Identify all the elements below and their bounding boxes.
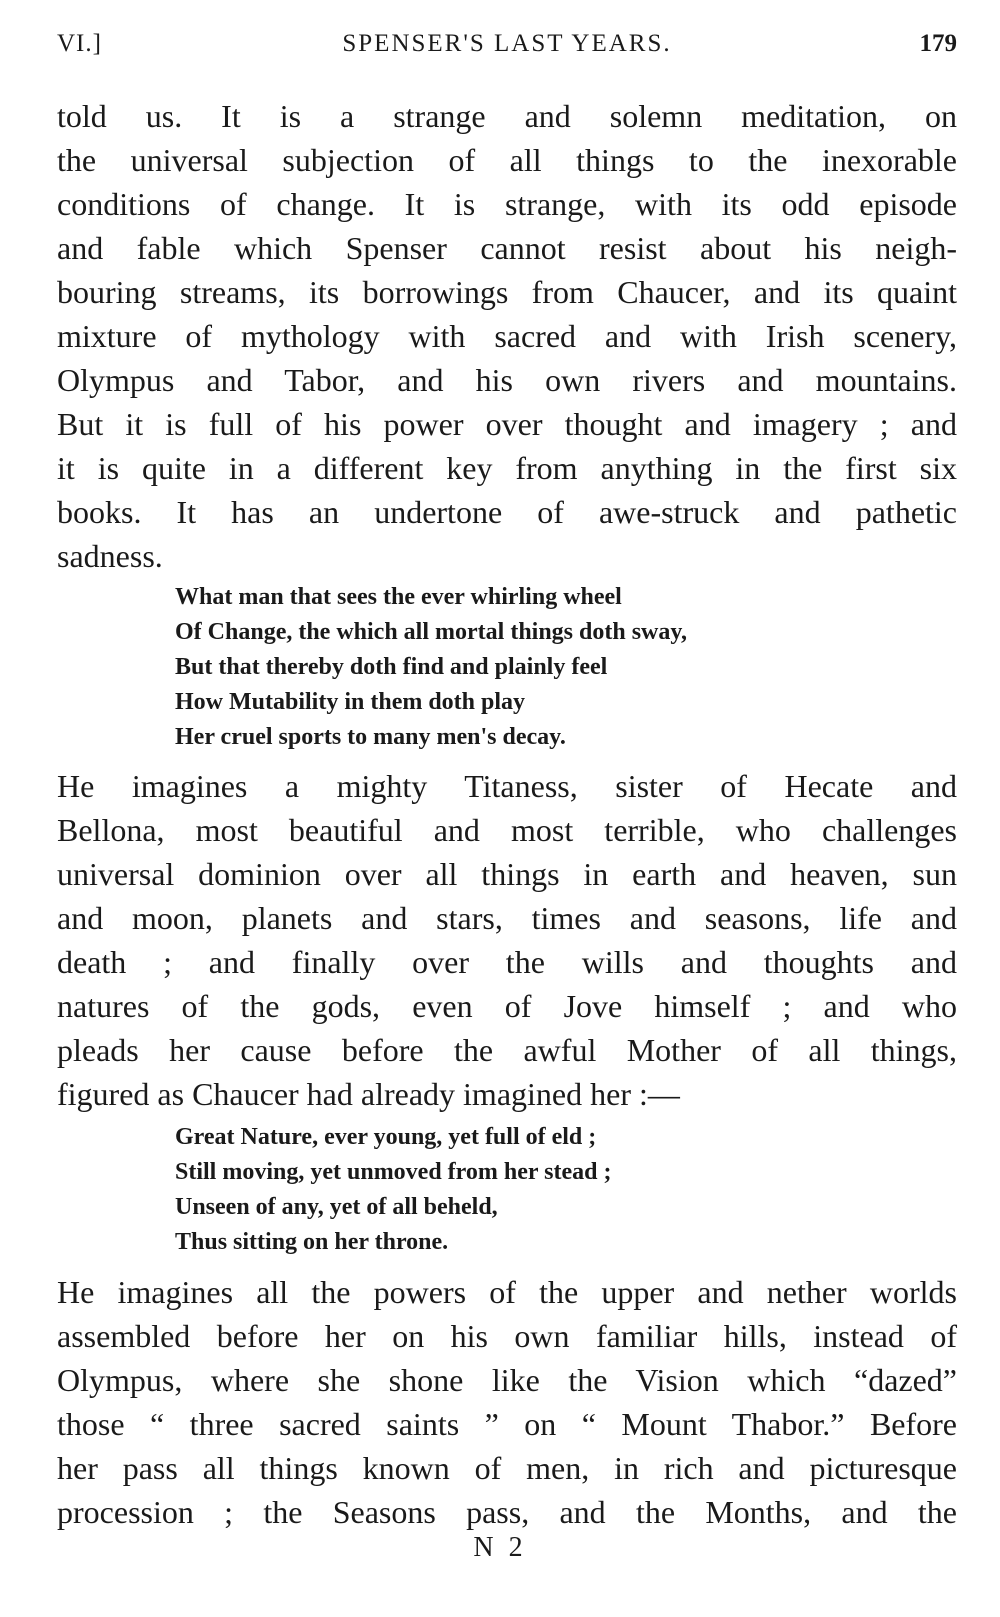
text-line: He imagines all the powers of the upper and nether worlds <box>57 1274 957 1310</box>
text-line: sadness. <box>57 538 163 574</box>
page-number: 179 <box>919 30 957 57</box>
running-header <box>57 30 957 70</box>
text-line: figured as Chaucer had already imagined her :— <box>57 1076 680 1112</box>
verse-line: Thus sitting on her throne. <box>175 1229 449 1255</box>
text-line: Bellona, most beautiful and most terrible, who challenges <box>57 812 957 848</box>
verse-line: Of Change, the which all mortal things doth sway, <box>175 619 688 645</box>
verse-line: Still moving, yet unmoved from her stead ; <box>175 1159 612 1185</box>
text-line: and moon, planets and stars, times and seasons, life and <box>57 900 957 936</box>
text-line: those “ three sacred saints ” on “ Mount Thabor.” Before <box>57 1406 957 1442</box>
text-line: natures of the gods, even of Jove himself ; and who <box>57 988 957 1024</box>
verse-line: Great Nature, ever young, yet full of eld ; <box>175 1124 597 1150</box>
text-line: books. It has an undertone of awe-struck and pathetic <box>57 494 957 530</box>
paragraph-2 <box>57 764 957 1116</box>
verse-quotation-2 <box>175 1120 895 1260</box>
verse-line: Unseen of any, yet of all beheld, <box>175 1194 498 1220</box>
paragraph-1 <box>57 94 957 578</box>
verse-line: How Mutability in them doth play <box>175 689 526 715</box>
text-line: the universal subjection of all things to the inexorable <box>57 142 957 178</box>
text-line: But it is full of his power over thought and imagery ; and <box>57 406 957 442</box>
text-line: universal dominion over all things in earth and heaven, sun <box>57 856 957 892</box>
verse-line: But that thereby doth find and plainly feel <box>175 654 608 680</box>
text-line: procession ; the Seasons pass, and the Months, and the <box>57 1494 957 1530</box>
text-line: her pass all things known of men, in rich and picturesque <box>57 1450 957 1486</box>
text-line: He imagines a mighty Titaness, sister of Hecate and <box>57 768 957 804</box>
chapter-marker: VI.] <box>57 30 102 57</box>
text-line: conditions of change. It is strange, with its odd episode <box>57 186 957 222</box>
text-line: Olympus, where she shone like the Vision which “dazed” <box>57 1362 957 1398</box>
text-line: assembled before her on his own familiar hills, instead of <box>57 1318 957 1354</box>
paragraph-3 <box>57 1270 957 1534</box>
text-line: pleads her cause before the awful Mother of all things, <box>57 1032 957 1068</box>
verse-line: What man that sees the ever whirling wheel <box>175 584 622 610</box>
text-line: and fable which Spenser cannot resist about his neigh- <box>57 230 957 266</box>
text-line: bouring streams, its borrowings from Chaucer, and its quaint <box>57 274 957 310</box>
signature-mark: N 2 <box>473 1532 527 1563</box>
text-line: mixture of mythology with sacred and with Irish scenery, <box>57 318 957 354</box>
verse-quotation-1 <box>175 580 895 755</box>
text-line: death ; and finally over the wills and thoughts and <box>57 944 957 980</box>
running-title: SPENSER'S LAST YEARS. <box>342 30 672 57</box>
verse-line: Her cruel sports to many men's decay. <box>175 724 566 750</box>
text-line: told us. It is a strange and solemn meditation, on <box>57 98 957 134</box>
text-line: Olympus and Tabor, and his own rivers and mountains. <box>57 362 957 398</box>
text-line: it is quite in a different key from anything in the first six <box>57 450 957 486</box>
